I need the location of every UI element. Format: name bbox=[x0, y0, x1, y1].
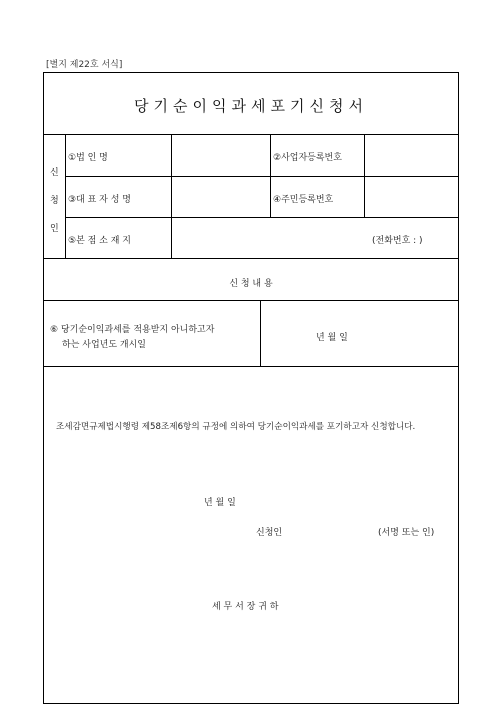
rep-name-label: ③대 표 자 성 명 bbox=[68, 195, 131, 205]
applicant-side-label: 신 bbox=[50, 168, 59, 178]
divider bbox=[270, 134, 271, 217]
corp-name-field[interactable] bbox=[172, 135, 269, 175]
resident-reg-no-label: ④주민등록번호 bbox=[273, 195, 334, 205]
rep-name-field[interactable] bbox=[172, 177, 269, 217]
form-title: 당기순이익과세포기신청서 bbox=[134, 97, 368, 115]
corp-name-label: ①법 인 명 bbox=[68, 153, 108, 163]
application-date[interactable]: 년 월 일 bbox=[204, 498, 236, 508]
applicant-side-label: 청 bbox=[50, 196, 59, 206]
resident-reg-no-field[interactable] bbox=[365, 177, 457, 217]
divider bbox=[44, 366, 458, 367]
statement-text: 조세감면규제법시행령 제58조제6항의 규정에 의하여 당기순이익과세를 포기하고자 신청합니다. bbox=[56, 422, 416, 432]
request-header: 신 청 내 용 bbox=[229, 279, 273, 289]
sign-note[interactable]: (서명 또는 인) bbox=[378, 528, 435, 538]
addressee: 세 무 서 장 귀 하 bbox=[212, 602, 279, 612]
divider bbox=[65, 134, 66, 258]
head-office-label: ⑤본 점 소 재 지 bbox=[68, 236, 131, 246]
head-office-field[interactable] bbox=[172, 218, 362, 258]
divider bbox=[260, 300, 261, 366]
item6-date[interactable]: 년 월 일 bbox=[316, 333, 348, 343]
form-label: [별지 제22호 서식] bbox=[46, 60, 123, 70]
divider bbox=[44, 300, 458, 301]
item6-label: ⑥ 당기순이익과세를 적용받지 아니하고자 bbox=[50, 325, 215, 335]
divider bbox=[44, 258, 458, 259]
biz-reg-no-field[interactable] bbox=[365, 135, 457, 175]
applicant-sign-label: 신청인 bbox=[256, 528, 283, 538]
applicant-side-label: 인 bbox=[50, 224, 59, 234]
item6-label: 하는 사업년도 개시일 bbox=[62, 340, 146, 350]
biz-reg-no-label: ②사업자등록번호 bbox=[273, 153, 342, 163]
phone-label: (전화번호 : ) bbox=[372, 236, 423, 246]
application-form bbox=[43, 72, 459, 704]
